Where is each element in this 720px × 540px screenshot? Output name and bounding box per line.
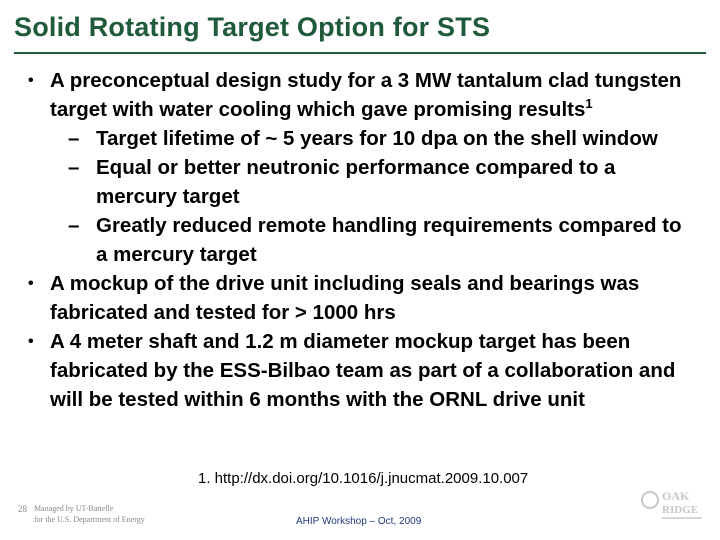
footer-org bbox=[34, 503, 145, 525]
title-divider bbox=[14, 52, 706, 54]
bullet-glyph: • bbox=[28, 275, 34, 292]
dash-glyph: – bbox=[68, 214, 80, 237]
bullet-2 bbox=[28, 269, 688, 327]
bullet-3-text: A 4 meter shaft and 1.2 m diameter mockup target has been fabricated by the ESS-Bilbao team as part of a collaboration and will be tested within 6 months with the ORNL drive unit bbox=[50, 330, 676, 411]
dash-glyph: – bbox=[68, 127, 80, 150]
logo-emblem-icon bbox=[642, 492, 658, 508]
bullet-2-text: A mockup of the drive unit including seals and bearings was fabricated and tested for > 1000 hrs bbox=[50, 272, 640, 324]
bullet-1 bbox=[28, 66, 688, 124]
bullet-glyph: • bbox=[28, 333, 34, 350]
footnote: 1. http://dx.doi.org/10.1016/j.jnucmat.2009.10.007 bbox=[198, 470, 529, 487]
sub-bullet-3 bbox=[28, 211, 688, 269]
sub-bullet-1 bbox=[28, 124, 688, 153]
sub-bullet-2-text: Equal or better neutronic performance compared to a mercury target bbox=[96, 156, 616, 208]
page-number: 28 bbox=[18, 504, 27, 514]
sub-bullet-2 bbox=[28, 153, 688, 211]
footnote-ref: 1 bbox=[585, 96, 593, 112]
ornl-logo bbox=[640, 486, 710, 526]
sub-bullet-3-text: Greatly reduced remote handling requirements compared to a mercury target bbox=[96, 214, 682, 266]
footer-org-line2: for the U.S. Department of Energy bbox=[34, 515, 145, 524]
dash-glyph: – bbox=[68, 156, 80, 179]
footer-event: AHIP Workshop – Oct, 2009 bbox=[296, 516, 422, 527]
logo-rule bbox=[662, 517, 702, 519]
bullet-1-text: A preconceptual design study for a 3 MW tantalum clad tungsten target with water cooling which gave promising results bbox=[50, 69, 682, 121]
footer-org-line1: Managed by UT-Battelle bbox=[34, 504, 114, 513]
slide-title: Solid Rotating Target Option for STS bbox=[14, 12, 491, 42]
logo-text-2: RIDGE bbox=[662, 504, 699, 516]
bullet-3 bbox=[28, 327, 688, 414]
logo-text-1: OAK bbox=[662, 489, 690, 503]
sub-bullet-1-text: Target lifetime of ~ 5 years for 10 dpa on the shell window bbox=[96, 127, 658, 150]
bullet-glyph: • bbox=[28, 72, 34, 89]
slide-body bbox=[28, 66, 688, 414]
